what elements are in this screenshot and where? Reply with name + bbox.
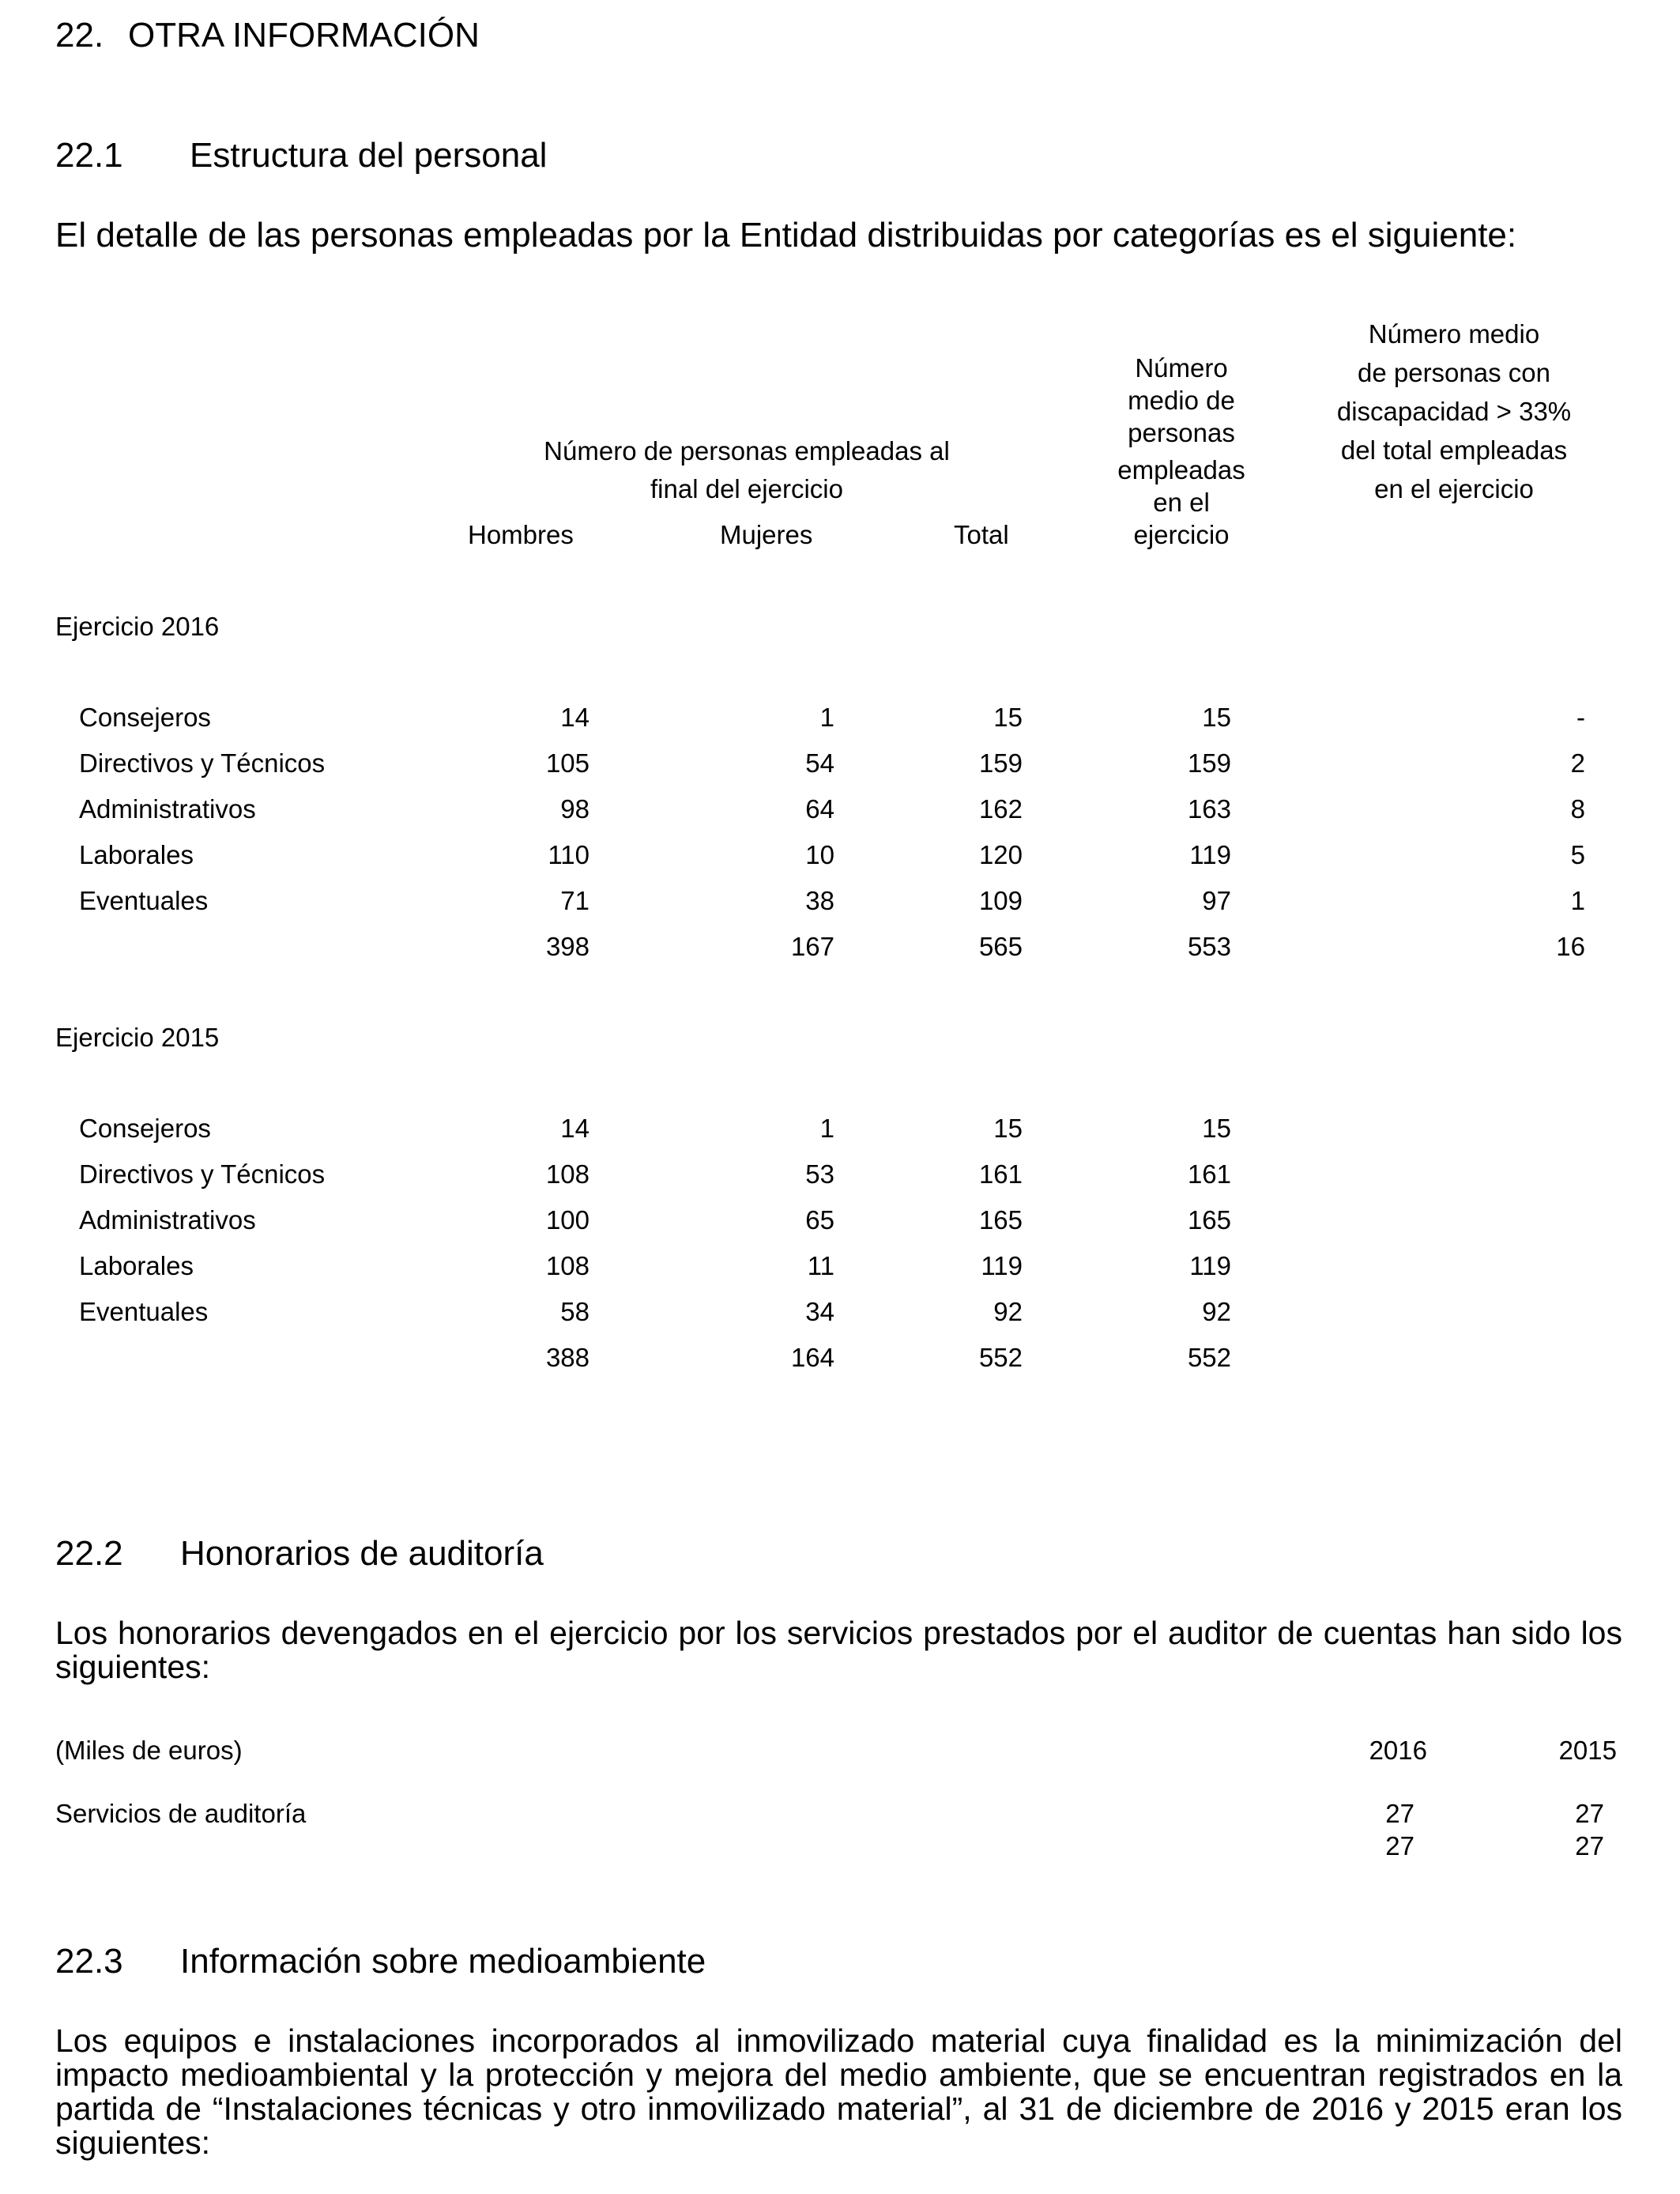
cell-medio: 15	[1202, 703, 1231, 732]
cell-hombres: 98	[560, 794, 590, 824]
cell-medio: 119	[1189, 840, 1231, 869]
cell-hombres: 14	[560, 703, 590, 732]
row-category: Eventuales	[79, 1297, 209, 1326]
subsection-number-22-1: 22.1	[55, 136, 123, 175]
row-category: Directivos y Técnicos	[79, 748, 326, 778]
header-medio-6: ejercicio	[1133, 520, 1230, 549]
cell-medio: 163	[1187, 794, 1231, 824]
cell-hombres: 108	[545, 1159, 590, 1189]
cell-total: 159	[978, 748, 1023, 778]
header-hombres: Hombres	[468, 520, 574, 549]
cell-medio: 165	[1187, 1205, 1231, 1235]
cell-total: 161	[978, 1159, 1023, 1189]
row-category: Consejeros	[79, 703, 211, 732]
cell-total: 92	[993, 1297, 1023, 1326]
audit-unit: (Miles de euros)	[55, 1736, 243, 1765]
header-discap-5: en el ejercicio	[1374, 474, 1534, 503]
cell-total: 15	[993, 1114, 1023, 1143]
header-medio-5: en el	[1153, 488, 1210, 517]
cell-total: 165	[978, 1205, 1023, 1235]
cell-mujeres: 64	[805, 794, 834, 824]
cell-discapacidad: 8	[1570, 794, 1585, 824]
total-hombres: 388	[545, 1343, 590, 1372]
total-total: 565	[978, 932, 1023, 961]
total-medio: 553	[1187, 932, 1231, 961]
environment-intro: Los equipos e instalaciones incorporados al inmovilizado material cuya finalidad es la minimización del impacto medioambiental y la protección y mejora del medio ambiente, que se encuentran registrados en la partida de “Instalaciones técnicas y otro inmovilizado material”, al 31 de diciembre de 2016 y 2015 eran los siguientes:	[55, 2022, 1622, 2161]
row-category: Directivos y Técnicos	[79, 1159, 326, 1189]
cell-total: 162	[978, 794, 1023, 824]
cell-hombres: 108	[545, 1251, 590, 1280]
total-medio: 552	[1187, 1343, 1231, 1372]
cell-mujeres: 10	[805, 840, 834, 869]
header-total: Total	[954, 520, 1009, 549]
cell-hombres: 100	[545, 1205, 590, 1235]
row-category: Laborales	[79, 840, 194, 869]
cell-total: 120	[978, 840, 1023, 869]
audit-row-2016: 27	[1385, 1799, 1414, 1828]
audit-intro: Los honorarios devengados en el ejercicio por los servicios prestados por el auditor de cuentas han sido los siguientes:	[55, 1615, 1622, 1685]
cell-mujeres: 1	[819, 1114, 834, 1143]
cell-mujeres: 11	[807, 1251, 834, 1280]
cell-hombres: 14	[560, 1114, 590, 1143]
cell-mujeres: 54	[805, 748, 834, 778]
header-group-line1: Número de personas empleadas al	[544, 436, 950, 466]
total-mujeres: 164	[790, 1343, 834, 1372]
cell-hombres: 110	[548, 840, 590, 869]
row-category: Laborales	[79, 1251, 194, 1280]
cell-mujeres: 65	[805, 1205, 834, 1235]
header-medio-1: Número	[1135, 353, 1228, 383]
cell-total: 119	[981, 1251, 1023, 1280]
cell-discapacidad: 5	[1570, 840, 1585, 869]
row-category: Consejeros	[79, 1114, 211, 1143]
header-medio-2: medio de	[1128, 386, 1235, 415]
subsection-title-22-1: Estructura del personal	[190, 136, 548, 175]
audit-total-2015: 27	[1575, 1831, 1604, 1860]
cell-mujeres: 1	[819, 703, 834, 732]
cell-medio: 119	[1189, 1251, 1231, 1280]
row-category: Administrativos	[79, 794, 256, 824]
cell-discapacidad: -	[1576, 703, 1585, 732]
total-mujeres: 167	[790, 932, 834, 961]
section-number: 22.	[55, 16, 104, 55]
header-medio-4: empleadas	[1117, 455, 1245, 484]
audit-col-2015: 2015	[1558, 1736, 1617, 1765]
audit-row-label: Servicios de auditoría	[55, 1799, 307, 1828]
total-discapacidad: 16	[1556, 932, 1585, 961]
cell-mujeres: 38	[805, 886, 834, 915]
year-2015-label: Ejercicio 2015	[55, 1023, 220, 1052]
cell-medio: 161	[1187, 1159, 1231, 1189]
total-total: 552	[978, 1343, 1023, 1372]
section-title: OTRA INFORMACIÓN	[128, 16, 480, 55]
cell-discapacidad: 1	[1570, 886, 1585, 915]
header-medio-3: personas	[1128, 418, 1235, 447]
total-hombres: 398	[545, 932, 590, 961]
year-2016-label: Ejercicio 2016	[55, 612, 220, 641]
cell-total: 15	[993, 703, 1023, 732]
header-discap-2: de personas con	[1357, 358, 1550, 387]
cell-medio: 15	[1202, 1114, 1231, 1143]
audit-row-2015: 27	[1575, 1799, 1604, 1828]
cell-medio: 92	[1202, 1297, 1231, 1326]
personnel-intro: El detalle de las personas empleadas por la Entidad distribuidas por categorías es el siguiente:	[55, 216, 1517, 254]
subsection-title-22-2: Honorarios de auditoría	[180, 1534, 544, 1573]
subsection-number-22-2: 22.2	[55, 1534, 123, 1573]
audit-col-2016: 2016	[1369, 1736, 1427, 1765]
cell-medio: 159	[1187, 748, 1231, 778]
cell-mujeres: 34	[805, 1297, 834, 1326]
cell-discapacidad: 2	[1570, 748, 1585, 778]
subsection-title-22-3: Información sobre medioambiente	[180, 1942, 706, 1981]
cell-hombres: 58	[560, 1297, 590, 1326]
header-discap-1: Número medio	[1368, 319, 1540, 349]
row-category: Administrativos	[79, 1205, 256, 1235]
audit-total-2016: 27	[1385, 1831, 1414, 1860]
cell-medio: 97	[1202, 886, 1231, 915]
cell-hombres: 105	[545, 748, 590, 778]
header-discap-4: del total empleadas	[1340, 435, 1568, 465]
header-discap-3: discapacidad > 33%	[1336, 397, 1572, 426]
header-mujeres: Mujeres	[720, 520, 813, 549]
header-group-line2: final del ejercicio	[650, 474, 843, 503]
cell-mujeres: 53	[805, 1159, 834, 1189]
subsection-number-22-3: 22.3	[55, 1942, 123, 1981]
row-category: Eventuales	[79, 886, 209, 915]
cell-total: 109	[978, 886, 1023, 915]
cell-hombres: 71	[560, 886, 590, 915]
